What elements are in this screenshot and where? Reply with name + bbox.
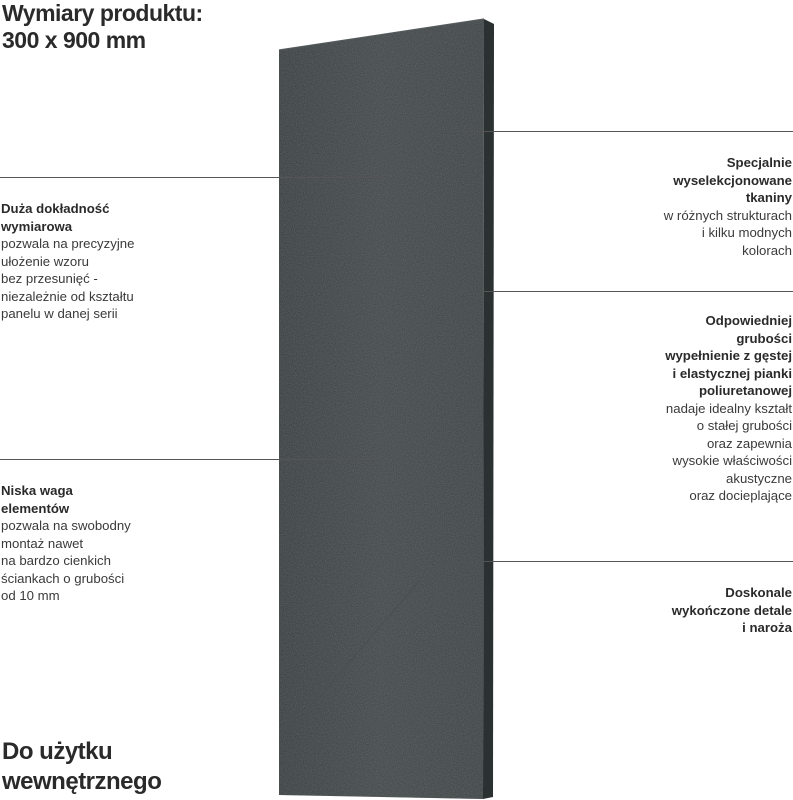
panel-front-face xyxy=(279,19,484,799)
dimensions-title xyxy=(2,0,203,54)
leader-line-thickness xyxy=(484,291,793,292)
callout-weight xyxy=(1,482,131,605)
leader-line-finish xyxy=(484,561,793,562)
callout-fabric-heading: Specjalnie wyselekcjonowane tkaniny xyxy=(673,155,792,205)
dimensions-title-line2: 300 x 900 mm xyxy=(2,27,146,53)
callout-thickness-body: nadaje idealny kształt o stałej grubości oraz zapewnia wysokie właściwości akustyczne oraz docieplające xyxy=(665,400,792,503)
leader-line-precision xyxy=(0,177,384,178)
leader-line-weight xyxy=(0,459,380,460)
callout-thickness xyxy=(665,312,792,505)
dimensions-title-line1: Wymiary produktu: xyxy=(2,0,203,26)
panel-side-edge xyxy=(483,19,494,799)
callout-precision-body: pozwala na precyzyjne ułożenie wzoru bez przesunięć - niezależnie od kształtu panelu w danej serii xyxy=(1,236,135,321)
callout-finish xyxy=(672,584,792,637)
callout-fabric xyxy=(664,154,792,259)
callout-thickness-heading: Odpowiedniej grubości wypełnienie z gęstej i elastycznej pianki poliuretanowej xyxy=(665,313,792,398)
callout-finish-heading: Doskonale wykończone detale i naroża xyxy=(671,585,792,635)
panel-fabric-texture xyxy=(279,19,484,799)
indoor-use-title-line2: wewnętrznego xyxy=(2,768,162,795)
callout-weight-heading: Niska waga elementów xyxy=(1,483,73,516)
callout-fabric-body: w różnych strukturach i kilku modnych kolorach xyxy=(663,207,792,258)
callout-weight-body: pozwala na swobodny montaż nawet na bardzo cienkich ściankach o grubości od 10 mm xyxy=(1,518,131,603)
indoor-use-title xyxy=(2,737,161,797)
callout-precision-heading: Duża dokładność wymiarowa xyxy=(1,201,110,234)
leader-line-fabric xyxy=(460,131,793,132)
indoor-use-title-line1: Do użytku xyxy=(2,738,113,765)
callout-precision xyxy=(1,200,134,323)
